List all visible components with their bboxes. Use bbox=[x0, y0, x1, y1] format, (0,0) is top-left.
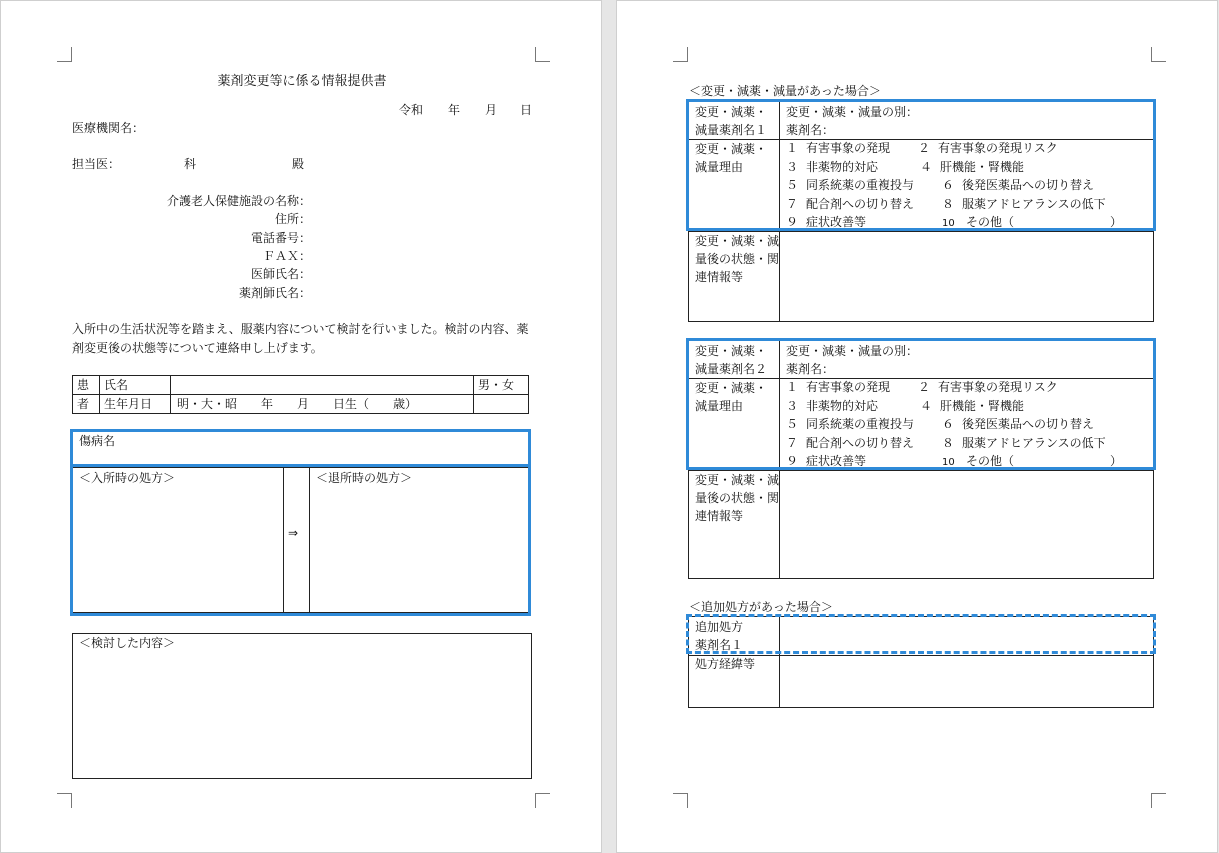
name-label: 氏名 bbox=[100, 376, 171, 395]
page-2 bbox=[616, 0, 1218, 853]
page-1 bbox=[0, 0, 602, 853]
type-label-2[interactable]: 変更・減薬・減量の別： bbox=[786, 344, 919, 358]
drug-label-2a: 変更・減薬・ bbox=[695, 344, 768, 358]
disease-box[interactable] bbox=[72, 431, 529, 467]
reason-list-1: １ 有害事象の発現 ２ 有害事象の発現リスク ３ 非薬物的対応 ４ 肝機能・腎機能 ５ 同系統薬の重複投与 ６ 後発医薬品への切り替え ７ 配合剤への切り替え ８ 服薬アドヒアランスの低下 ９ 症状改善等 10 その他（ ） bbox=[786, 141, 1123, 229]
crop-mark bbox=[1151, 47, 1166, 62]
crop-mark bbox=[535, 793, 550, 808]
reason-label-1a: 変更・減薬・ bbox=[695, 142, 768, 156]
date-month: 月 bbox=[485, 103, 498, 117]
prescription-box bbox=[72, 467, 529, 613]
pharmacist-label: 薬剤師氏名： bbox=[238, 286, 311, 300]
blank-cell bbox=[474, 395, 529, 414]
type-label-1[interactable]: 変更・減薬・減量の別： bbox=[786, 105, 919, 119]
facility-label: 介護老人保健施設の名称： bbox=[166, 194, 311, 208]
physician-label: 医師氏名： bbox=[250, 267, 311, 281]
after-label-1b: 量後の状態・関 bbox=[695, 252, 780, 266]
crop-mark bbox=[535, 47, 550, 62]
after-label-2a: 変更・減薬・減 bbox=[695, 473, 780, 487]
after-label-1a: 変更・減薬・減 bbox=[695, 234, 780, 248]
drug-name-label-1[interactable]: 薬剤名： bbox=[786, 123, 835, 137]
change-block-2 bbox=[688, 340, 1154, 579]
birth-label: 生年月日 bbox=[100, 395, 171, 414]
date-year: 年 bbox=[448, 103, 461, 117]
intro-line-2: 剤変更後の状態等について連絡申し上げます。 bbox=[72, 341, 323, 355]
reason-label-2b: 減量理由 bbox=[695, 399, 744, 413]
after-label-2c: 連情報等 bbox=[695, 509, 744, 523]
crop-mark bbox=[57, 793, 72, 808]
drug-name-label-2[interactable]: 薬剤名： bbox=[786, 362, 835, 376]
doctor-label: 担当医： bbox=[72, 157, 121, 171]
document-title: 薬剤変更等に係る情報提供書 bbox=[217, 74, 387, 89]
add-label-2: 薬剤名１ bbox=[695, 638, 744, 652]
doctor-honorific: 殿 bbox=[292, 157, 305, 171]
course-label: 処方経緯等 bbox=[695, 657, 756, 671]
add-block bbox=[688, 616, 1154, 708]
review-box[interactable] bbox=[72, 633, 532, 779]
drug-label-1b: 減量薬剤名１ bbox=[695, 123, 768, 137]
patient-label-1: 患 bbox=[73, 376, 100, 395]
fax-label: ＦＡＸ： bbox=[262, 249, 311, 263]
admission-rx-label: ＜入所時の処方＞ bbox=[79, 471, 176, 485]
change-block-1 bbox=[688, 101, 1154, 322]
drug-label-2b: 減量薬剤名２ bbox=[695, 362, 768, 376]
reason-label-2a: 変更・減薬・ bbox=[695, 381, 768, 395]
intro-line-1: 入所中の生活状況等を踏まえ、服薬内容について検討を行いました。検討の内容、薬 bbox=[72, 322, 529, 336]
patient-label-2: 者 bbox=[73, 395, 100, 414]
crop-mark bbox=[1151, 793, 1166, 808]
reason-list-2: １ 有害事象の発現 ２ 有害事象の発現リスク ３ 非薬物的対応 ４ 肝機能・腎機能 ５ 同系統薬の重複投与 ６ 後発医薬品への切り替え ７ 配合剤への切り替え ８ 服薬アドヒアランスの低下 ９ 症状改善等 10 その他（ ） bbox=[786, 380, 1123, 468]
review-label: ＜検討した内容＞ bbox=[79, 636, 176, 650]
name-field[interactable] bbox=[171, 376, 474, 395]
disease-label: 傷病名 bbox=[79, 434, 116, 448]
doctor-dept: 科 bbox=[184, 157, 197, 171]
address-label: 住所： bbox=[274, 212, 311, 226]
add-label-1: 追加処方 bbox=[695, 620, 744, 634]
crop-mark bbox=[673, 47, 688, 62]
patient-table bbox=[72, 375, 529, 414]
date-era: 令和 bbox=[399, 103, 424, 117]
after-label-2b: 量後の状態・関 bbox=[695, 491, 780, 505]
discharge-rx-label: ＜退所時の処方＞ bbox=[316, 471, 413, 485]
crop-mark bbox=[673, 793, 688, 808]
date-day: 日 bbox=[520, 103, 533, 117]
drug-label-1a: 変更・減薬・ bbox=[695, 105, 768, 119]
reason-label-1b: 減量理由 bbox=[695, 160, 744, 174]
institution-label: 医療機関名： bbox=[72, 121, 145, 135]
sex-field[interactable]: 男・女 bbox=[474, 376, 529, 395]
arrow-icon: ⇒ bbox=[288, 526, 299, 540]
birth-field[interactable]: 明・大・昭 年 月 日生（ 歳） bbox=[171, 395, 474, 414]
crop-mark bbox=[57, 47, 72, 62]
after-label-1c: 連情報等 bbox=[695, 270, 744, 284]
phone-label: 電話番号： bbox=[250, 231, 311, 245]
change-section-title: ＜変更・減薬・減量があった場合＞ bbox=[689, 84, 881, 98]
add-section-title: ＜追加処方があった場合＞ bbox=[689, 600, 833, 614]
